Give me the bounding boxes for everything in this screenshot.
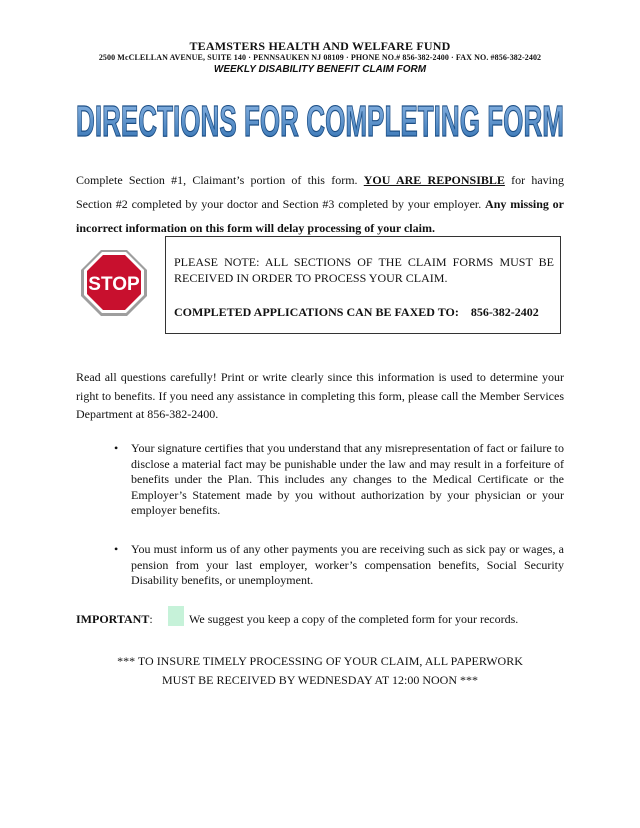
important-colon: : xyxy=(149,612,153,626)
highlight-swatch xyxy=(168,606,184,626)
form-name: WEEKLY DISABILITY BENEFIT CLAIM FORM xyxy=(213,64,427,75)
responsible-emphasis: YOU ARE REPONSIBLE xyxy=(363,173,505,187)
bullet-dot: • xyxy=(114,542,119,556)
instructions-paragraph: Read all questions carefully! Print or write clearly since this information is used to determine your right to benefits. If you need any assistance in completing this form, please call the Member Services Department at 856-382-2400. xyxy=(76,370,564,422)
bullet-signature: Your signature certifies that you understand that any misrepresentation of fact or failure to disclose a material fact may be punishable under the law and may result in a forfeiture of benefits under the Plan. This includes any changes to the Medical Certificate or the Employer’s Statement made by you without authorization by your physician or your employer benefits. xyxy=(131,441,564,518)
intro-paragraph xyxy=(76,168,564,240)
intro-text-1: Complete Section #1, Claimant’s portion of this form. xyxy=(76,173,364,187)
intro-text-2: for having Section #2 completed by your doctor and Section #3 completed by your employer. xyxy=(76,173,564,211)
fax-label: COMPLETED APPLICATIONS CAN BE FAXED TO: xyxy=(174,305,459,320)
note-text: PLEASE NOTE: ALL SECTIONS OF THE CLAIM FORMS MUST BE RECEIVED IN ORDER TO PROCESS YOUR CLAIM. xyxy=(174,255,554,285)
stop-sign-text: STOP xyxy=(88,274,140,295)
important-label xyxy=(76,612,153,627)
organization-address: 2500 McCLELLAN AVENUE, SUITE 140 · PENNSAUKEN NJ 08109 · PHONE NO.# 856-382-2400 · FAX NO. #856-382-2402 xyxy=(98,53,542,62)
banner-title: DIRECTIONS FOR COMPLETING FORM xyxy=(76,97,564,146)
important-text: We suggest you keep a copy of the completed form for your records. xyxy=(189,612,519,626)
fax-number: 856-382-2402 xyxy=(470,305,539,320)
footer-line-1: *** TO INSURE TIMELY PROCESSING OF YOUR CLAIM, ALL PAPERWORK xyxy=(117,654,523,668)
directions-banner xyxy=(0,94,640,146)
bullet-other-payments: You must inform us of any other payments you are receiving such as sick pay or wages, a pension from your last employer, worker’s compensation benefits, Social Security Disability benefits, or unemployment. xyxy=(131,542,564,588)
bullet-dot: • xyxy=(114,441,119,455)
organization-name: TEAMSTERS HEALTH AND WELFARE FUND xyxy=(189,39,451,53)
fax-line xyxy=(174,305,554,321)
stop-sign-icon xyxy=(78,247,150,319)
important-label-text: IMPORTANT xyxy=(76,612,150,626)
note-box xyxy=(165,236,561,334)
intro-warning: Any missing or incorrect information on this form will delay processing of your claim. xyxy=(76,197,565,235)
footer-line-2: MUST BE RECEIVED BY WEDNESDAY AT 12:00 NOON *** xyxy=(161,673,479,687)
